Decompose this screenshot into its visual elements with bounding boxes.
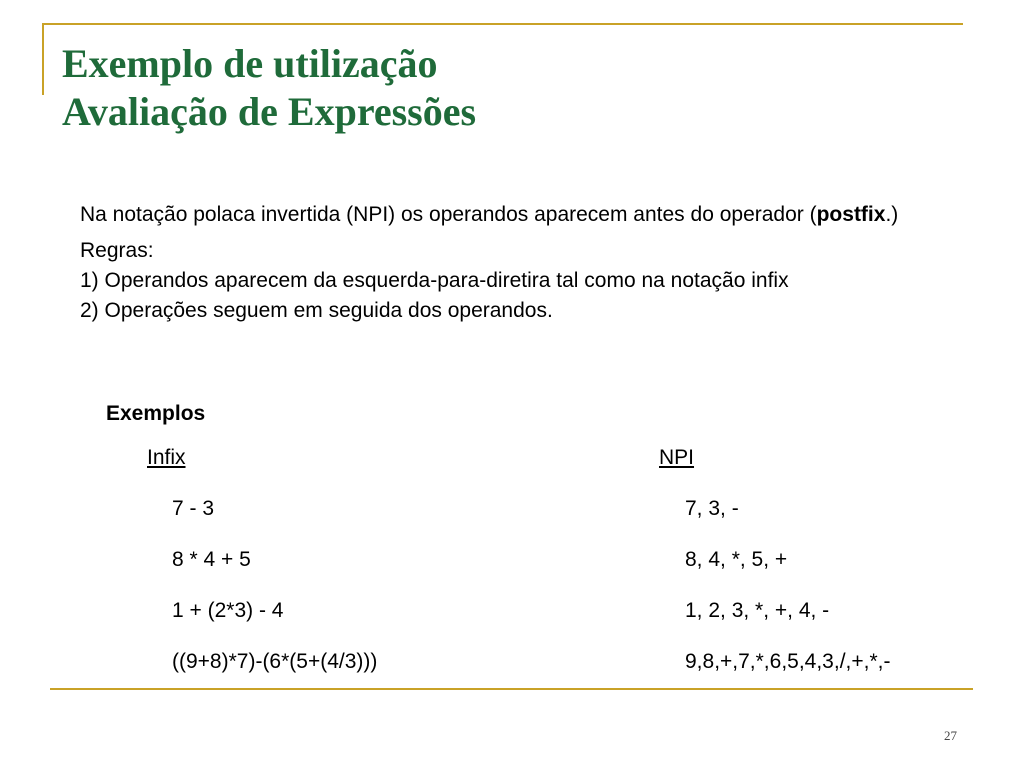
rules-heading: Regras:	[80, 239, 154, 262]
slide-title	[62, 40, 476, 136]
infix-cell: ((9+8)*7)-(6*(5+(4/3)))	[172, 650, 378, 673]
npi-cell: 9,8,+,7,*,6,5,4,3,/,+,*,-	[685, 650, 891, 673]
intro-text: Na notação polaca invertida (NPI) os operandos aparecem antes do operador (	[80, 203, 817, 226]
page-number: 27	[944, 728, 957, 743]
slide-body	[80, 200, 980, 326]
intro-paragraph	[80, 200, 980, 230]
top-accent-line	[42, 23, 963, 25]
postfix-term: postfix	[816, 203, 886, 226]
examples-heading: Exemplos	[106, 402, 206, 425]
infix-cell: 8 * 4 + 5	[172, 548, 251, 571]
left-accent-line	[42, 23, 44, 95]
npi-cell: 1, 2, 3, *, +, 4, -	[685, 599, 830, 622]
slide-title-line-1: Exemplo de utilização	[62, 41, 438, 86]
rule-1: 1) Operandos aparecem da esquerda-para-diretira tal como na notação infix	[80, 269, 789, 292]
slide-title-line-2: Avaliação de Expressões	[62, 89, 477, 134]
npi-cell: 7, 3, -	[685, 497, 739, 520]
column-header-infix: Infix	[147, 446, 186, 469]
rule-2: 2) Operações seguem em seguida dos operandos.	[80, 299, 553, 322]
column-header-npi: NPI	[659, 446, 695, 469]
bottom-accent-line	[50, 688, 973, 690]
npi-cell: 8, 4, *, 5, +	[685, 548, 788, 571]
intro-text-end: .)	[885, 203, 899, 226]
infix-cell: 7 - 3	[172, 497, 215, 520]
infix-cell: 1 + (2*3) - 4	[172, 599, 284, 622]
